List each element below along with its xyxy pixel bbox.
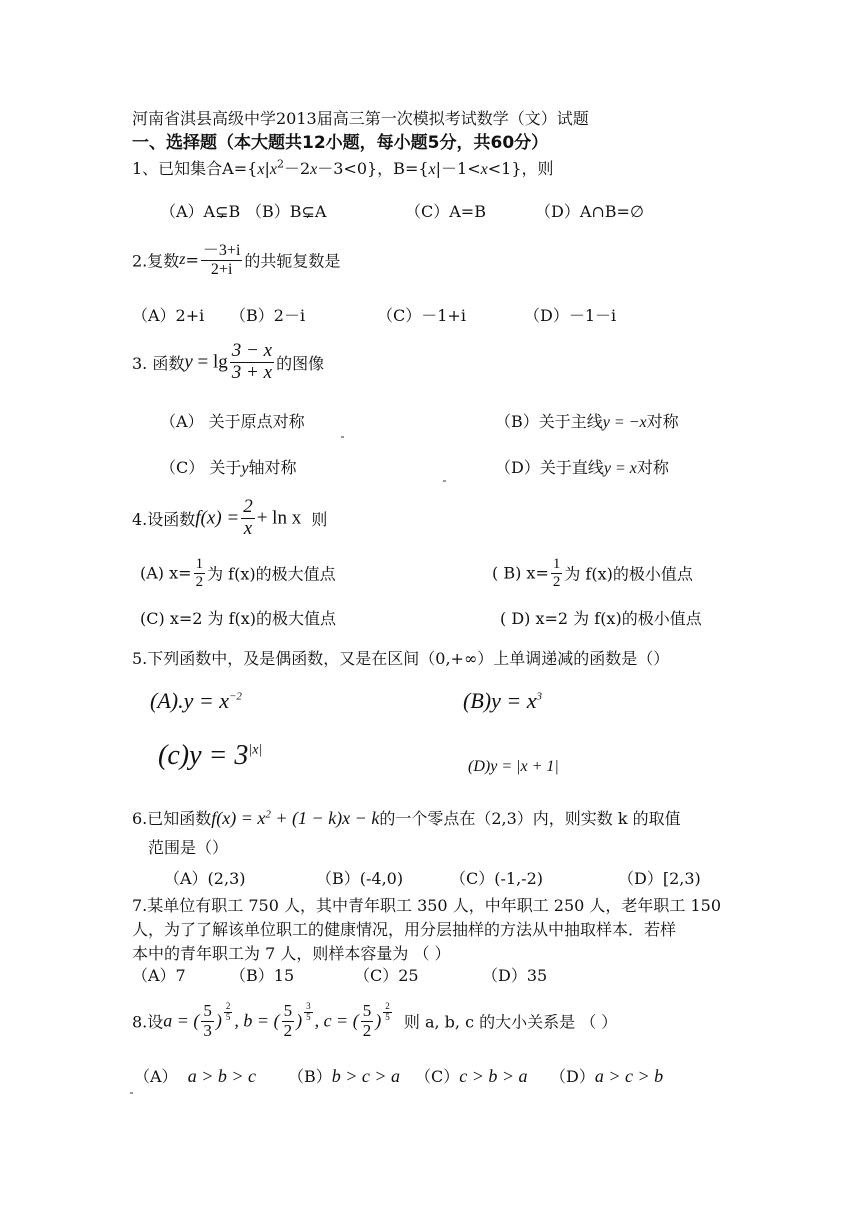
q2-option-c: （C）－1+i (377, 306, 466, 325)
q2-option-a: （A）2+i (132, 306, 205, 325)
q3-option-b: （B）关于主线y = −x对称 (495, 412, 679, 431)
q4-option-b: ( B) x= $\frac{1}{2}$ 为 f(x)的极小值点 (492, 556, 693, 590)
scan-speck (130, 1079, 133, 1098)
q1-option-b: （B）B⊊A (246, 202, 327, 221)
q4-fraction: $\frac{2}{x}$ (243, 496, 253, 539)
q6-stem: 6.已知函数$f(x) = x^2 + (1 - k)x - k$的一个零点在（2,3）内，则实数 k 的取值 (132, 808, 681, 828)
q2-option-b: （B）2－i (230, 306, 306, 325)
q4-option-a: (A) x= $\frac{1}{2}$ 为 f(x)的极大值点 (140, 556, 336, 590)
q1-option-a: （A）A⊊B (160, 202, 241, 221)
q8-option-a: （A） a > b > c (134, 1066, 257, 1086)
q8-stem: 8.设a = ( $\frac{5}{3}$ ) $\frac{2}{5}$ , b = ( $\frac{5}{2}$ ) $\frac{3}{5}$ , c = ( $\frac{5}{2}$ ) $\frac{2}{5}$ 则 a, b, c 的大小关系是 （ ） (132, 1001, 618, 1040)
q4-option-d: ( D) x=2 为 f(x)的极小值点 (500, 609, 702, 628)
q7-stem-line2: 人，为了了解该单位职工的健康情况，用分层抽样的方法从中抽取样本．若样 (132, 920, 677, 939)
exam-title: 河南省淇县高级中学2013届高三第一次模拟考试数学（文）试题 (132, 109, 589, 128)
q5-option-d: (D)y = |x + 1| (468, 758, 559, 775)
q1-option-c: （C）A=B (405, 202, 486, 221)
q5-stem: 5.下列函数中，及是偶函数，又是在区间（0,+∞）上单调递减的函数是（） (132, 649, 670, 668)
q3-option-d: （D）关于直线y = x对称 (495, 458, 669, 477)
q5-option-c: $(c)y = 3^{|x|}$ (158, 740, 263, 771)
q3-option-a: （A） 关于原点对称 (160, 412, 305, 431)
q7-option-b: （B）15 (230, 966, 295, 985)
q7-stem-line3: 本中的青年职工为 7 人，则样本容量为 （ ） (132, 944, 451, 963)
q7-option-a: （A）7 (132, 966, 186, 985)
q3-fraction: $\frac{3 - x}{3 + x}$ (231, 340, 273, 383)
q1-option-d: （D）A∩B=∅ (535, 202, 644, 221)
q7-stem-line1: 7.某单位有职工 750 人，其中青年职工 350 人，中年职工 250 人，老年职工 150 (132, 896, 722, 915)
q6-option-b: （B）(-4,0) (316, 869, 404, 888)
q3-stem: 3. 函数y = lg $\frac{3 - x}{3 + x}$ 的图像 (132, 340, 325, 383)
q6-option-a: （A）(2,3) (164, 869, 246, 888)
scan-speck (341, 423, 344, 442)
q6-option-c: （C）(-1,-2) (450, 869, 543, 888)
section-heading: 一、选择题（本大题共12小题，每小题5分，共60分） (132, 133, 549, 153)
q6-option-d: （D）[2,3) (618, 869, 701, 888)
q2-stem: 2.复数z= $\frac{-3+i}{2+i}$ 的共轭复数是 (132, 242, 341, 278)
q7-option-c: （C）25 (354, 966, 419, 985)
q6-stem-continued: 范围是（） (148, 838, 229, 857)
q2-fraction: $\frac{-3+i}{2+i}$ (202, 242, 241, 278)
q2-option-d: （D）－1－i (524, 306, 617, 325)
q4-stem: 4.设函数f(x) = $\frac{2}{x}$ + ln x 则 (132, 496, 328, 539)
q8-option-d: （D）a > c > b (550, 1066, 664, 1086)
q1-stem: 1、已知集合$A=\{x|x^2-2x-3<0\}$，B={x|－1<x<1}，则 (132, 157, 554, 178)
q8-option-c: （C）c > b > a (415, 1066, 528, 1086)
q5-option-a: $(A).y = x^{-2}$ (150, 688, 242, 713)
q5-option-b: $(B)y = x^3$ (463, 688, 542, 713)
q7-option-d: （D）35 (482, 966, 548, 985)
scan-speck (443, 467, 446, 486)
q4-option-c: (C) x=2 为 f(x)的极大值点 (140, 609, 337, 628)
q8-option-b: （B）b > c > a (288, 1066, 401, 1086)
q3-option-c: （C） 关于y轴对称 (160, 458, 297, 477)
